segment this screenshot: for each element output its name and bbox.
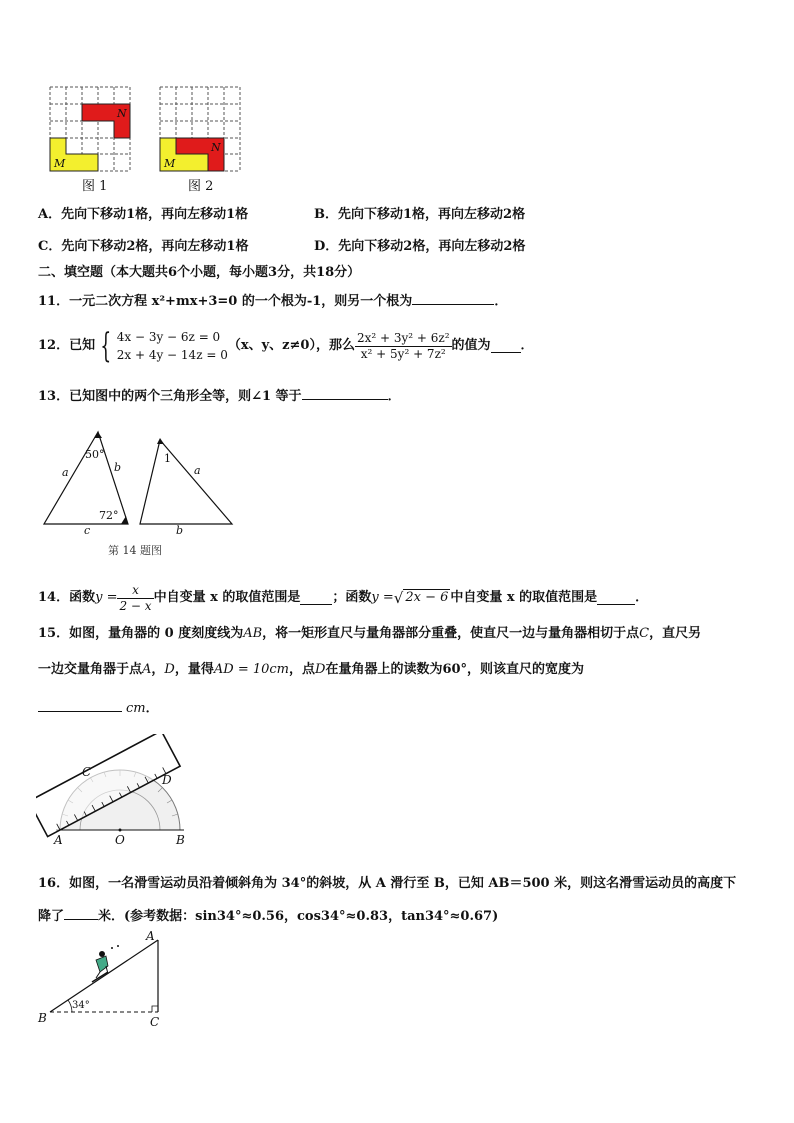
q15-text-1: 15．如图，量角器的 0 度刻度线为 [38,626,244,641]
q15-text-2: ，将一矩形直尺与量角器部分重叠，使直尺一边与量角器相切于点 [262,626,640,641]
triangles-figure [36,426,246,561]
angle-34-label: 34° [72,1000,90,1011]
answer-blank[interactable] [38,698,122,712]
question-11 [38,291,507,310]
q15-unit: cm [126,701,146,716]
angle-marker-50 [94,432,102,438]
q15-ab: AB [243,626,263,641]
q15-end: ． [145,701,159,716]
grid-figure-2 [160,87,240,194]
label-m: M [54,157,66,170]
section-heading: 二、填空题（本大题共6个小题，每小题3分，共18分） [38,265,361,280]
slope-figure [36,928,176,1032]
equation-system [117,328,228,364]
q11-end: ． [494,294,508,309]
slope-ab [50,940,158,1012]
q14-y1: y = [95,590,118,605]
point-o-label: O [115,833,125,847]
label-n: N [211,141,221,154]
q15-ad: AD = 10cm [213,662,289,677]
grid-figures [44,82,254,194]
option-a: A．先向下移动1格，再向左移动1格 [38,207,249,222]
answer-blank-1[interactable] [300,591,332,605]
answer-blank[interactable] [302,386,388,400]
question-15-line-2 [38,662,584,678]
label-m: M [164,157,176,170]
q11-text: 11．一元二次方程 x²+mx+3=0 的一个根为-1，则另一个根为 [38,294,413,309]
answer-blank[interactable] [491,339,521,353]
q13-text: 13．已知图中的两个三角形全等，则∠1 等于 [38,389,302,404]
question-16-line-2 [38,906,498,925]
point-a-label: A [54,833,63,847]
right-angle-marker [152,1006,158,1012]
q15-d: D [164,662,175,677]
point-a-label: A [146,929,155,943]
option-b: B．先向下移动1格，再向左移动2格 [314,207,526,222]
q12-fraction [355,331,452,362]
fraction-denominator: x² + 5y² + 7z² [360,346,446,361]
question-15-line-1 [38,626,701,642]
point-b-label: B [38,1011,47,1025]
point-b-label: B [176,833,185,847]
q12-condition: （x、y、z≠0），那么 [227,338,355,353]
point-c-label: C [82,765,92,779]
grid-figure-1 [50,87,130,194]
q14-mid2: 中自变量 x 的取值范围是 [450,590,598,605]
q15-d2: D [315,662,326,677]
side-b-label: b [114,461,122,474]
q16-text-1: 降了 [38,909,65,924]
q15-text-4: 一边交量角器于点 [38,662,143,677]
fraction-numerator: 2x² + 3y² + 6z² [356,330,450,345]
q14-y2: y = [371,590,394,605]
answer-blank[interactable] [412,291,494,305]
answer-blank-2[interactable] [597,591,635,605]
figure-caption: 第 14 题图 [108,544,162,557]
skier-icon [92,945,119,982]
sqrt-body: 2x − 6 [405,590,449,605]
caption-fig1: 图 1 [82,179,108,194]
q15-text-7: 在量角器上的读数为60°，则该直尺的宽度为 [325,662,585,677]
question-13 [38,386,401,405]
question-14 [38,582,648,614]
brace-icon: { [100,326,112,366]
angle-marker-1 [157,438,164,444]
caption-fig2: 图 2 [188,179,214,194]
q15-text-3: ，直尺另 [649,626,702,641]
angle-72-label: 72° [99,509,119,522]
question-12 [38,326,534,366]
q14-fraction [117,583,153,614]
q15-c: C [639,626,650,641]
q14-prefix: 14．函数 [38,590,96,605]
q15-text-5: ，量得 [174,662,214,677]
side-c-label: c [84,524,91,537]
q12-end: ． [520,338,534,353]
q15-sep: ， [151,662,165,677]
triangle-right [140,440,232,524]
protractor-figure [36,734,206,852]
angle-1-label: 1 [164,452,171,465]
equation-2: 2x + 4y − 14z = 0 [116,348,228,362]
q14-sep: ；函数 [332,590,372,605]
q16-text-2: 米．(参考数据：sin34°≈0.56，cos34°≈0.83，tan34°≈0.67) [98,909,499,924]
q15-a: A [142,662,152,677]
q14-end: ． [635,590,649,605]
q14-mid1: 中自变量 x 的取值范围是 [153,590,301,605]
question-16-line-1: 16．如图，一名滑雪运动员沿着倾斜角为 34°的斜坡，从 A 滑行至 B，已知 AB＝500 米，则这名滑雪运动员的高度下 [38,876,737,891]
option-c: C．先向下移动2格，再向左移动1格 [38,239,249,254]
label-n: N [117,107,127,120]
side-b2-label: b [176,524,184,537]
fraction-numerator: x [117,583,153,599]
point-c-label: C [150,1015,160,1029]
q15-text-6: ，点 [289,662,316,677]
answer-blank[interactable] [64,906,98,920]
q12-post: 的值为 [451,338,491,353]
side-a2-label: a [194,464,201,477]
point-o [119,829,122,832]
question-15-line-3 [38,698,159,717]
option-d: D．先向下移动2格，再向左移动2格 [314,239,526,254]
sqrt-icon: √ [393,589,404,607]
fraction-denominator: 2 − x [119,598,152,613]
q12-prefix: 12．已知 [38,338,96,353]
q13-end: ． [387,389,401,404]
equation-1: 4x − 3y − 6z = 0 [116,330,221,344]
point-d-label: D [162,773,172,787]
angle-50-label: 50° [85,448,105,461]
side-a-label: a [62,466,69,479]
angle-marker-72 [121,516,128,524]
